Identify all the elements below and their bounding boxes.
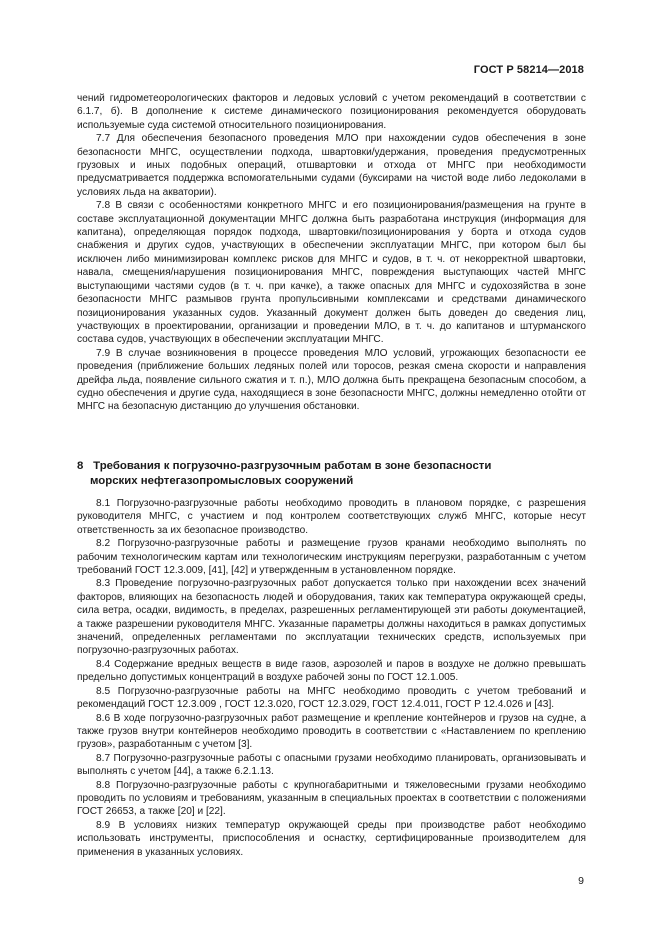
paragraph-7-7: 7.7 Для обеспечения безопасного проведения МЛО при нахождении судов обеспечения в зоне безопасности МНГС, осуществлении подхода, швартовки/удержания, проведения предусмотренных грузовых и иных подобных операций, отшвартовки и отхода от МНГС при необходимости предусматривается поддержка вспомогательными судами (буксирами на чистой воде либо ледоколами в условиях льда на акватории). (77, 133, 586, 198)
paragraph-8-3: 8.3 Проведение погрузочно-разгрузочных работ допускается только при нахождении всех значений факторов, влияющих на безопасность людей и оборудования, таких как температура окружающей среды, сила ветра, осадки, видимость, в пределах, разрешенных регламентирующей эти работы документацией, а также разрешении руководителя МНГС. Указанные параметры должны находиться в рамках допустимых значений, определенных регламентами по эксплуатации технических средств, используемых при погрузочно-разгрузочных работах. (77, 578, 586, 657)
section-title-line1: Требования к погрузочно-разгрузочным работам в зоне безопасности (93, 460, 492, 472)
paragraph-8-5: 8.5 Погрузочно-разгрузочные работы на МНГС необходимо проводить с учетом требований и рекомендаций ГОСТ 12.3.009 , ГОСТ 12.3.020, ГОСТ 12.3.029, ГОСТ 12.4.011, ГОСТ Р 12.4.026 и [43]. (77, 685, 586, 711)
section-8-heading (77, 459, 586, 488)
document-code-header: ГОСТ Р 58214—2018 (473, 64, 584, 76)
section-7-text (77, 92, 586, 414)
paragraph-8-9: 8.9 В условиях низких температур окружающей среды при производстве работ необходимо использовать инструменты, приспособления и оснастку, сертифицированные производителем для применения в указанных условиях. (77, 819, 586, 858)
paragraph-8-8: 8.8 Погрузочно-разгрузочные работы с крупногабаритными и тяжеловесными грузами необходимо проводить по условиям и требованиям, указанным в специальных проектах в соответствии с положениями ГОСТ 26653, а также [20] и [22]. (77, 779, 586, 818)
page-number: 9 (578, 875, 584, 887)
paragraph-8-7: 8.7 Погрузочно-разгрузочные работы с опасными грузами необходимо планировать, организовывать и выполнять с учетом [44], а также 6.2.1.13. (77, 752, 586, 778)
section-title-line2: морских нефтегазопромысловых сооружений (90, 474, 354, 487)
paragraph-7-9: 7.9 В случае возникновения в процессе проведения МЛО условий, угрожающих безопасности ее проведения (приближение больших ледяных полей или торосов, резкая смена скорости и направления дрейфа льда, появление сильного сжатия и т. п.), МЛО должна быть прекращена безопасным способом, а судно обеспечения и другие суда, находящиеся в зоне безопасности МНГС, должны немедленно отойти от МНГС на безопасную дистанцию до улучшения обстановки. (77, 347, 586, 413)
section-number: 8 (77, 460, 84, 472)
paragraph-8-4: 8.4 Содержание вредных веществ в виде газов, аэрозолей и паров в воздухе не должно превышать предельно допустимых концентраций в воздухе рабочей зоны по ГОСТ 12.1.005. (77, 658, 586, 684)
paragraph-7-8: 7.8 В связи с особенностями конкретного МНГС и его позиционирования/размещения на грунте в составе эксплуатационной документации МНГС должна быть разработана инструкция (информация для капитана), определяющая порядок подхода, швартовки/позиционирования у борта и отхода судов снабжения и других судов, участвующих в обеспечении эксплуатации МНГС, при котором был бы исключен либо минимизирован комплекс рисков для МНГС и судов, в т. ч. от некорректной швартовки, навала, смещения/нарушения позиционирования МНГС, повреждения выступающих частей МНГС выступающими частями судов (в т. ч. при качке), а также опасных для МНГС и судохозяйства в зоне безопасности МНГС размывов грунта пропульсивными комплексами и средствами динамического позиционирования указанных судов. Указанный документ должен быть доведен до сведения лиц, участвующих в проектировании, организации и проведении МЛО, в т. ч. до капитанов и штурманского состава судов, участвующих в обеспечении эксплуатации МНГС. (77, 200, 586, 346)
paragraph-8-6: 8.6 В ходе погрузочно-разгрузочных работ размещение и крепление контейнеров и грузов на судне, а также грузов внутри контейнеров необходимо проводить в соответствии с «Наставлением по креплению грузов», разработанным с учетом [3]. (77, 712, 586, 751)
paragraph-8-1: 8.1 Погрузочно-разгрузочные работы необходимо проводить в плановом порядке, с разрешения руководителя МНГС, с участием и под контролем соответствующих служб МНГС, которые несут ответственность за их безопасное производство. (77, 498, 586, 536)
paragraph-continuation: чений гидрометеорологических факторов и ледовых условий с учетом рекомендаций в соответствии с 6.1.7, б). В дополнение к системе динамического позиционирования рекомендуется оборудовать используемые суда системой относительного позиционирования. (77, 93, 586, 131)
section-8-text (77, 497, 586, 859)
paragraph-8-2: 8.2 Погрузочно-разгрузочные работы и размещение грузов кранами необходимо выполнять по рабочим технологическим картам или технологическим инструкциям перегрузки, разработанным с учетом требований ГОСТ 12.3.009, [41], [42] и утвержденным в установленном порядке. (77, 538, 586, 577)
